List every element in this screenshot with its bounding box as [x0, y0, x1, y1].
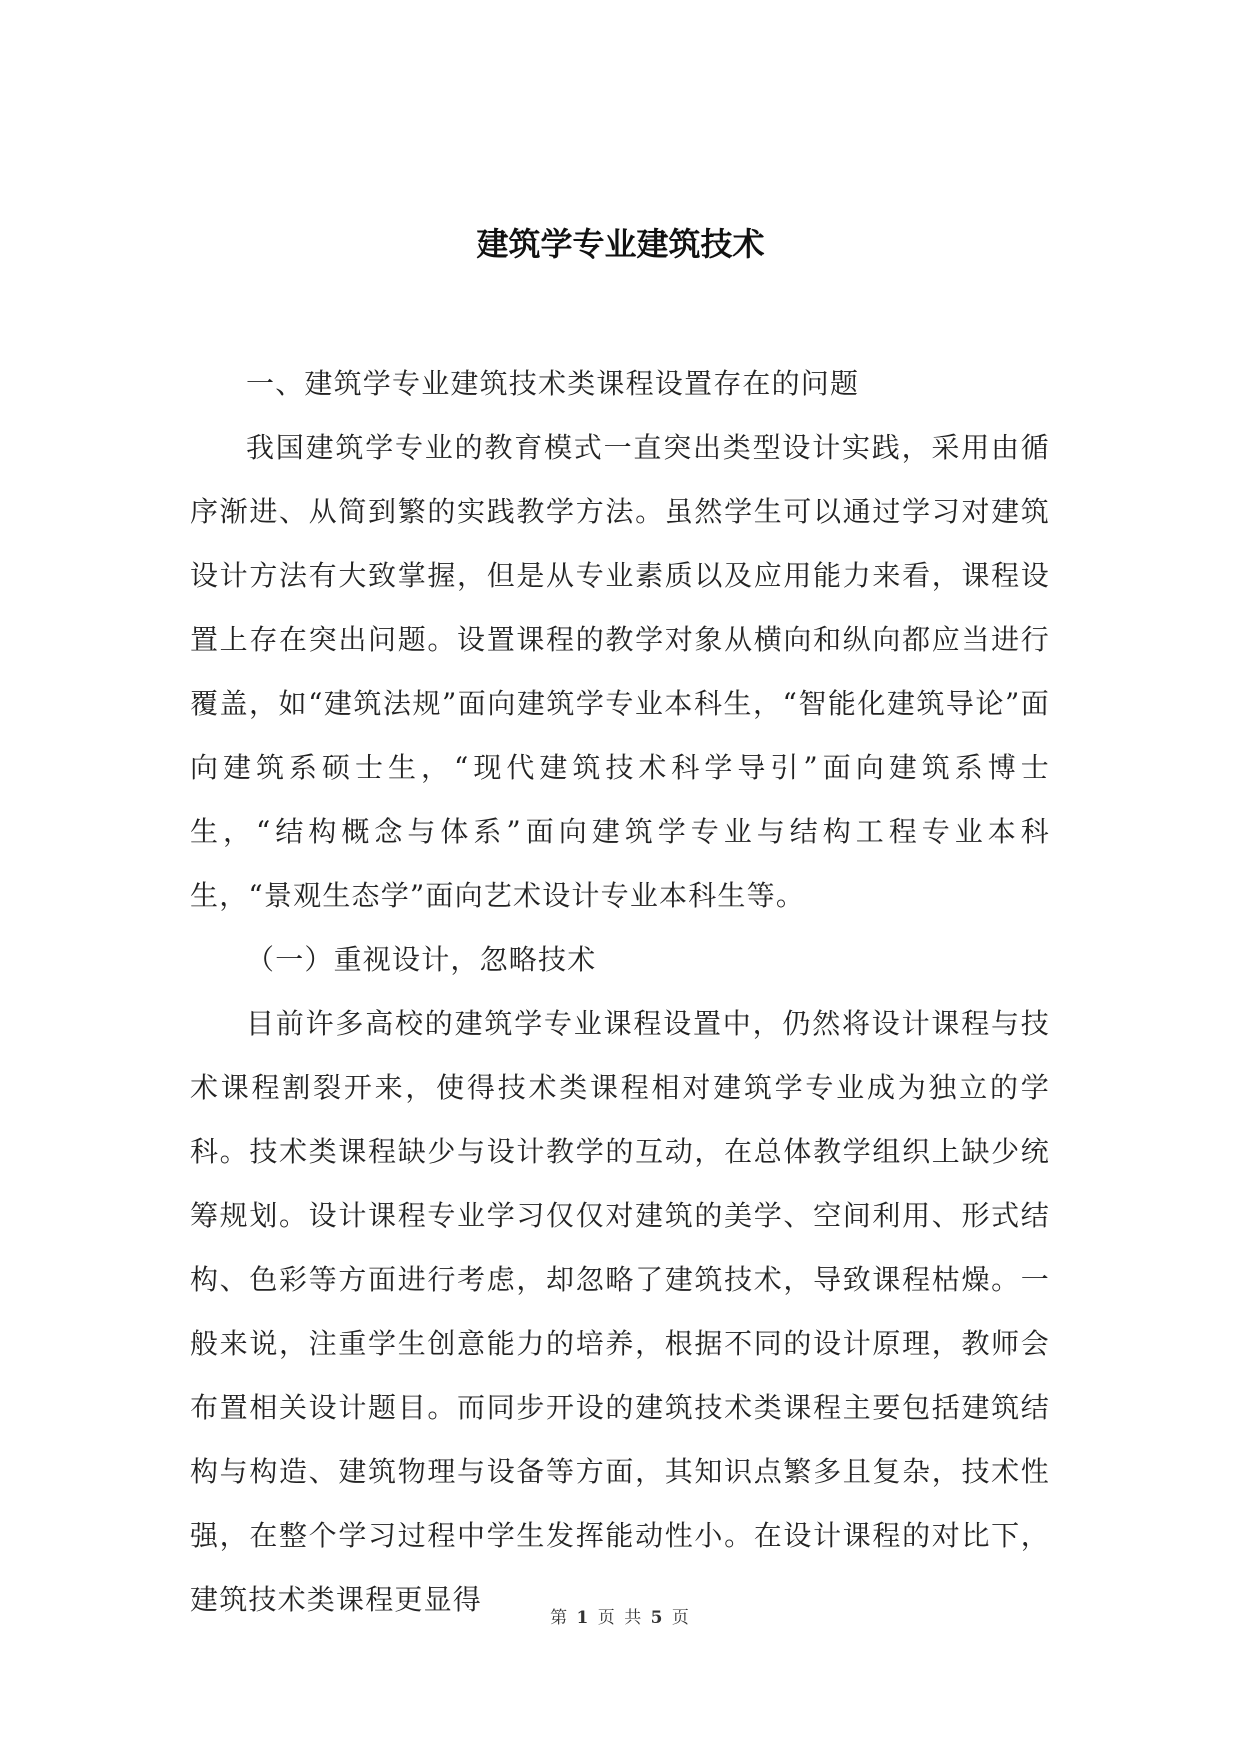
- paragraph-2: 目前许多高校的建筑学专业课程设置中，仍然将设计课程与技术课程割裂开来，使得技术类课程相对建筑学专业成为独立的学科。技术类课程缺少与设计教学的互动，在总体教学组织上缺少统筹规划。设计课程专业学习仅仅对建筑的美学、空间利用、形式结构、色彩等方面进行考虑，却忽略了建筑技术，导致课程枯燥。一般来说，注重学生创意能力的培养，根据不同的设计原理，教师会布置相关设计题目。而同步开设的建筑技术类课程主要包括建筑结构与构造、建筑物理与设备等方面，其知识点繁多且复杂，技术性强，在整个学习过程中学生发挥能动性小。在设计课程的对比下，建筑技术类课程更显得: [190, 1007, 1050, 1616]
- total-page-count: 5: [650, 1608, 665, 1628]
- subsection-heading-1: （一）重视设计，忽略技术: [246, 943, 597, 976]
- footer-suffix: 页: [671, 1608, 691, 1628]
- page-footer: [0, 1606, 1241, 1630]
- paragraph-1: 我国建筑学专业的教育模式一直突出类型设计实践，采用由循序渐进、从简到繁的实践教学方法。虽然学生可以通过学习对建筑设计方法有大致掌握，但是从专业素质以及应用能力来看，课程设置上存在突出问题。设置课程的教学对象从横向和纵向都应当进行覆盖，如“建筑法规”面向建筑学专业本科生，“智能化建筑导论”面向建筑系硕士生，“现代建筑技术科学导引”面向建筑系博士生，“结构概念与体系”面向建筑学专业与结构工程专业本科生，“景观生态学”面向艺术设计专业本科生等。: [190, 431, 1050, 912]
- footer-prefix: 第: [550, 1608, 570, 1628]
- document-body: [190, 352, 1050, 1632]
- footer-middle: 页 共: [597, 1608, 644, 1628]
- section-heading-1: 一、建筑学专业建筑技术类课程设置存在的问题: [246, 367, 860, 400]
- document-title: 建筑学专业建筑技术: [476, 225, 765, 263]
- current-page-number: 1: [576, 1608, 591, 1628]
